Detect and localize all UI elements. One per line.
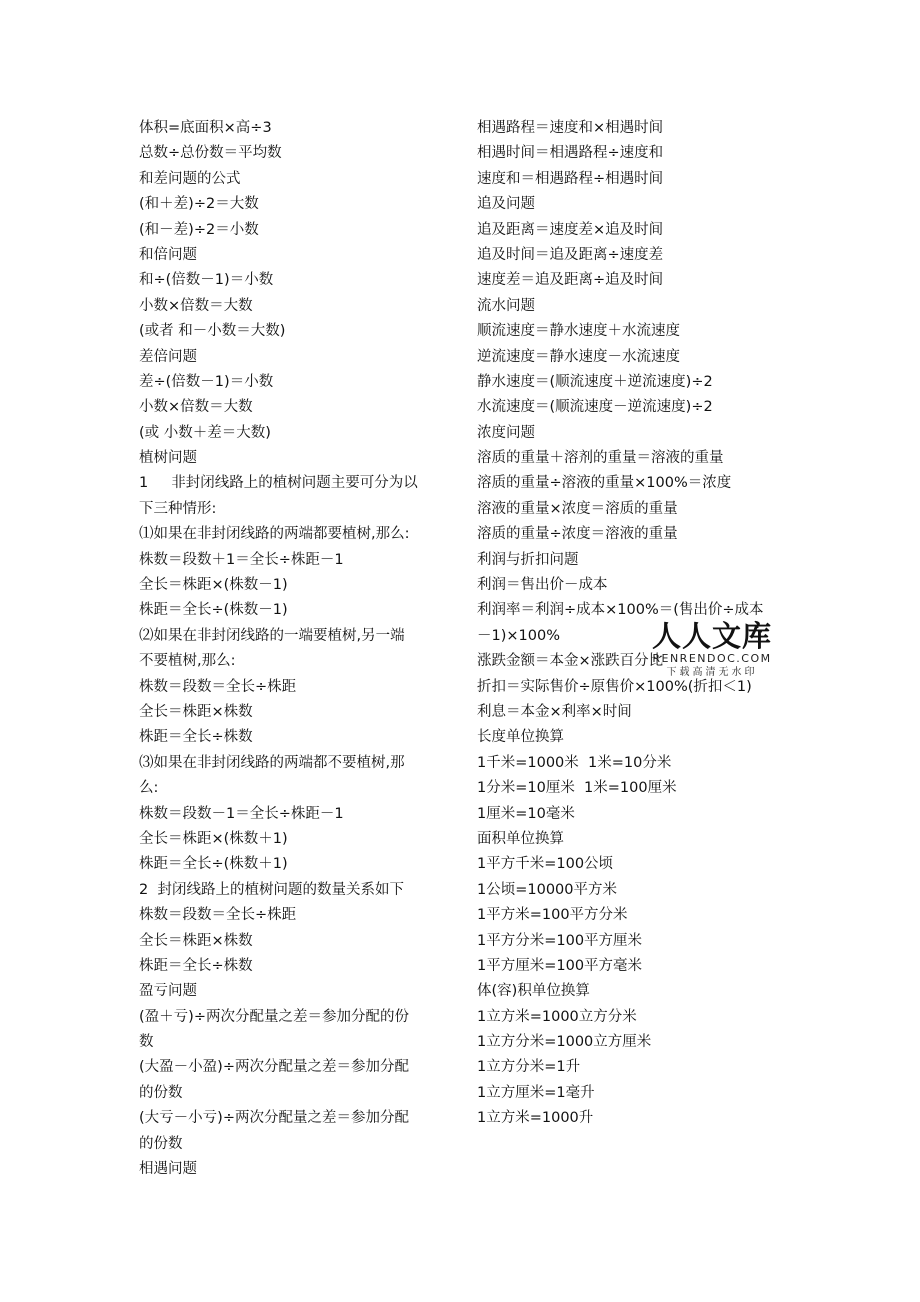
- text-line: 1千米=1000米 1米=10分米: [477, 754, 672, 771]
- text-line: ⑴如果在非封闭线路的两端都要植树,那么:: [139, 526, 410, 543]
- text-line: 速度和＝相遇路程÷相遇时间: [477, 170, 664, 187]
- text-line: 顺流速度＝静水速度＋水流速度: [477, 323, 680, 340]
- section-heading: 植树问题: [139, 450, 197, 467]
- watermark-logo: [648, 620, 776, 680]
- text-line: 1立方厘米=1毫升: [477, 1084, 595, 1101]
- text-line: 溶液的重量×浓度＝溶质的重量: [477, 500, 678, 517]
- text-line: 和÷(倍数－1)＝小数: [139, 272, 274, 289]
- text-line: 株数＝段数＝全长÷株距: [139, 678, 297, 695]
- watermark-tagline: 下载高清无水印: [666, 667, 758, 678]
- section-heading: 追及问题: [477, 196, 535, 213]
- text-line: 小数×倍数＝大数: [139, 297, 253, 314]
- text-line: 1平方千米=100公顷: [477, 856, 614, 873]
- text-line: 涨跌金额＝本金×涨跌百分比: [477, 653, 664, 670]
- text-line: －1)×100%: [477, 627, 560, 644]
- text-line: 差÷(倍数－1)＝小数: [139, 373, 274, 390]
- text-line: 小数×倍数＝大数: [139, 399, 253, 416]
- text-line: 1平方米=100平方分米: [477, 907, 628, 924]
- text-line: 1立方米=1000升: [477, 1110, 594, 1127]
- text-line: (大盈－小盈)÷两次分配量之差＝参加分配: [139, 1059, 409, 1076]
- text-line: 1公顷=10000平方米: [477, 881, 618, 898]
- text-line: 利润率＝利润÷成本×100%＝(售出价÷成本: [477, 602, 764, 619]
- section-heading: 流水问题: [477, 297, 535, 314]
- section-heading: 差倍问题: [139, 348, 197, 365]
- text-line: 1平方分米=100平方厘米: [477, 932, 643, 949]
- text-line: 1 非封闭线路上的植树问题主要可分为以: [139, 475, 418, 492]
- text-line: 数: [139, 1034, 154, 1051]
- text-line: 1立方米=1000立方分米: [477, 1008, 637, 1025]
- text-line: 相遇路程＝速度和×相遇时间: [477, 120, 664, 136]
- text-line: 折扣＝实际售价÷原售价×100%(折扣＜1): [477, 678, 752, 695]
- text-line: 利息＝本金×利率×时间: [477, 703, 632, 720]
- text-line: 1立方分米=1000立方厘米: [477, 1034, 652, 1051]
- text-line: ⑵如果在非封闭线路的一端要植树,另一端: [139, 627, 405, 644]
- text-line: 1平方厘米=100平方毫米: [477, 957, 643, 974]
- section-heading: 相遇问题: [139, 1161, 197, 1178]
- text-line: 水流速度＝(顺流速度－逆流速度)÷2: [477, 399, 713, 416]
- text-line: 株距＝全长÷株数: [139, 957, 253, 974]
- text-line: 体积=底面积×高÷3: [139, 120, 272, 136]
- text-line: 株距＝全长÷(株数＋1): [139, 856, 288, 873]
- text-line: 全长＝株距×株数: [139, 703, 253, 720]
- section-heading: 和差问题的公式: [139, 170, 241, 187]
- text-line: 下三种情形:: [139, 500, 217, 517]
- text-line: 1立方分米=1升: [477, 1059, 581, 1076]
- text-line: 不要植树,那么:: [139, 653, 236, 670]
- section-heading: 盈亏问题: [139, 983, 197, 1000]
- text-line: 株距＝全长÷株数: [139, 729, 253, 746]
- text-line: 溶质的重量÷浓度＝溶液的重量: [477, 526, 678, 543]
- text-line: 2 封闭线路上的植树问题的数量关系如下: [139, 881, 404, 898]
- text-line: 相遇时间＝相遇路程÷速度和: [477, 145, 664, 162]
- text-line: 溶质的重量＋溶剂的重量＝溶液的重量: [477, 450, 724, 467]
- text-line: 全长＝株距×株数: [139, 932, 253, 949]
- section-heading: 长度单位换算: [477, 729, 564, 746]
- text-line: 株数＝段数－1＝全长÷株距－1: [139, 805, 344, 822]
- text-line: 逆流速度＝静水速度－水流速度: [477, 348, 680, 365]
- text-line: 株数＝段数＝全长÷株距: [139, 907, 297, 924]
- text-line: 追及距离＝速度差×追及时间: [477, 221, 664, 238]
- text-line: 总数÷总份数＝平均数: [139, 145, 282, 162]
- text-line: 株数＝段数＋1＝全长÷株距－1: [139, 551, 344, 568]
- text-line: 么:: [139, 780, 159, 797]
- section-heading: 利润与折扣问题: [477, 551, 579, 568]
- watermark-site: RENRENDOC.COM: [652, 652, 772, 665]
- text-line: 1厘米=10毫米: [477, 805, 575, 822]
- text-line: (或者 和－小数＝大数): [139, 323, 286, 340]
- text-line: 的份数: [139, 1084, 183, 1101]
- section-heading: 面积单位换算: [477, 830, 564, 847]
- text-line: 全长＝株距×(株数－1): [139, 577, 288, 594]
- text-line: 追及时间＝追及距离÷速度差: [477, 246, 664, 263]
- text-line: (和－差)÷2＝小数: [139, 221, 259, 238]
- text-line: 溶质的重量÷溶液的重量×100%＝浓度: [477, 475, 732, 492]
- text-line: 静水速度＝(顺流速度＋逆流速度)÷2: [477, 373, 713, 390]
- section-heading: 浓度问题: [477, 424, 535, 441]
- text-line: 的份数: [139, 1135, 183, 1152]
- text-line: (或 小数＋差＝大数): [139, 424, 271, 441]
- text-line: (和＋差)÷2＝大数: [139, 196, 259, 213]
- text-line: (盈＋亏)÷两次分配量之差＝参加分配的份: [139, 1008, 409, 1025]
- text-line: 全长＝株距×(株数＋1): [139, 830, 288, 847]
- watermark-title: 人人文库: [651, 619, 772, 653]
- text-line: ⑶如果在非封闭线路的两端都不要植树,那: [139, 754, 405, 771]
- left-column: [139, 116, 457, 1182]
- text-line: 1分米=10厘米 1米=100厘米: [477, 780, 677, 797]
- text-line: 株距＝全长÷(株数－1): [139, 602, 288, 619]
- text-line: 速度差＝追及距离÷追及时间: [477, 272, 664, 289]
- text-line: 利润＝售出价－成本: [477, 577, 608, 594]
- section-heading: 体(容)积单位换算: [477, 983, 590, 1000]
- section-heading: 和倍问题: [139, 246, 197, 263]
- text-line: (大亏－小亏)÷两次分配量之差＝参加分配: [139, 1110, 409, 1127]
